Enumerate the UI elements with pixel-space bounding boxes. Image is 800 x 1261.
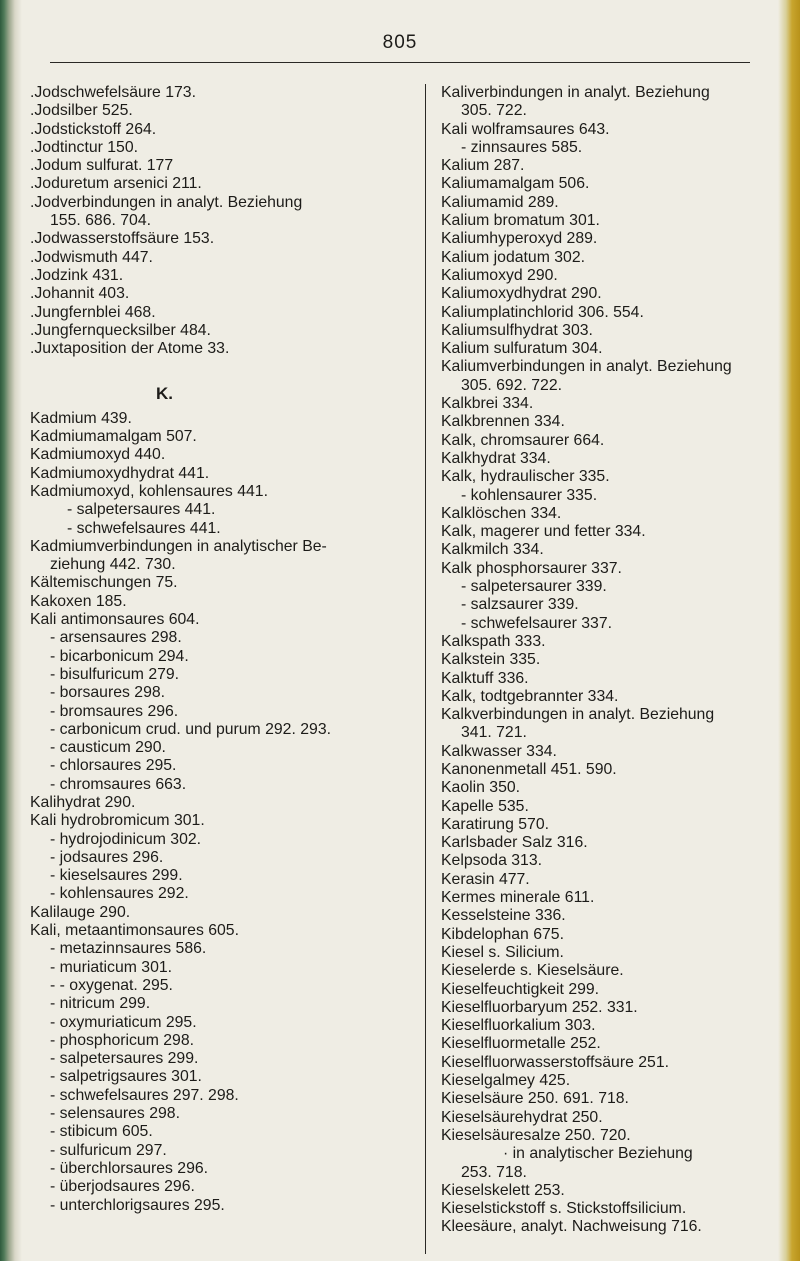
index-entry: Kalk, magerer und fetter 334. — [441, 523, 646, 541]
index-entry: - causticum 290. — [50, 739, 166, 757]
index-entry: .Jodsilber 525. — [30, 102, 133, 120]
index-column-left — [30, 84, 415, 1215]
index-entry: Kanonenmetall 451. 590. — [441, 760, 617, 778]
index-entry: - schwefelsaures 441. — [67, 519, 221, 537]
index-entry: Kapelle 535. — [441, 797, 529, 815]
index-entry: Kiesel s. Silicium. — [441, 943, 564, 961]
index-entry: Kalktuff 336. — [441, 669, 529, 687]
spacer — [30, 358, 415, 376]
index-entry: Kieselfeuchtigkeit 299. — [441, 980, 600, 998]
index-entry: Kadmiumoxyd, kohlensaures 441. — [30, 482, 268, 500]
index-entry: - salpetrigsaures 301. — [50, 1068, 202, 1086]
header-rule — [50, 62, 750, 63]
index-entry: Kaliumplatinchlorid 306. 554. — [441, 303, 644, 321]
index-entry: Kieselfluorkalium 303. — [441, 1017, 596, 1035]
index-entry: .Joduretum arsenici 211. — [30, 175, 202, 193]
index-entry: Kesselsteine 336. — [441, 907, 566, 925]
index-entry: - kieselsaures 299. — [50, 867, 183, 885]
index-entry: - unterchlorigsaures 295. — [50, 1196, 225, 1214]
index-entry: Kalkwasser 334. — [441, 742, 557, 760]
index-entry: - phosphoricum 298. — [50, 1031, 195, 1049]
index-entry: Kalk, chromsaurer 664. — [441, 431, 605, 449]
index-entry: Kieselfluorwasserstoffsäure 251. — [441, 1053, 670, 1071]
index-entry: Kalium 287. — [441, 157, 525, 175]
index-entry: Kadmiumoxydhydrat 441. — [30, 464, 210, 482]
index-entry: Kali hydrobromicum 301. — [30, 812, 205, 830]
index-entry: - nitricum 299. — [50, 995, 151, 1013]
index-entry: Kaliumoxydhydrat 290. — [441, 285, 602, 303]
index-entry: - oxymuriaticum 295. — [50, 1013, 197, 1031]
index-entry: Kaolin 350. — [441, 779, 521, 797]
index-entry: Kadmium 439. — [30, 409, 132, 427]
index-entry: Kalium bromatum 301. — [441, 212, 600, 230]
index-entry: - salzsaurer 339. — [461, 596, 579, 614]
index-entry: Karatirung 570. — [441, 815, 550, 833]
index-entry: Kalkstein 335. — [441, 651, 541, 669]
index-entry: .Jodverbindungen in analyt. Beziehung — [30, 193, 303, 211]
index-entry: Karlsbader Salz 316. — [441, 834, 588, 852]
index-entry: - selensaures 298. — [50, 1105, 180, 1123]
index-entry: - kohlensaurer 335. — [461, 486, 598, 504]
index-entry: .Jungfernquecksilber 484. — [30, 321, 211, 339]
index-entry: - überjodsaures 296. — [50, 1178, 195, 1196]
index-entry: .Jodtinctur 150. — [30, 138, 139, 156]
index-entry: Kalkspath 333. — [441, 632, 546, 650]
index-entry: Kaliumamid 289. — [441, 193, 559, 211]
index-entry: Kieselfluorbaryum 252. 331. — [441, 998, 638, 1016]
index-entry: Kaliumverbindungen in analyt. Beziehung — [441, 358, 732, 376]
index-entry: .Jodstickstoff 264. — [30, 120, 157, 138]
index-entry: - bicarbonicum 294. — [50, 647, 189, 665]
index-entry: Kalihydrat 290. — [30, 793, 136, 811]
index-entry: Kalk, hydraulischer 335. — [441, 468, 610, 486]
index-entry: Kältemischungen 75. — [30, 574, 178, 592]
index-entry: Kelpsoda 313. — [441, 852, 543, 870]
index-entry: - jodsaures 296. — [50, 848, 164, 866]
index-entry: 341. 721. — [461, 724, 527, 742]
index-entry: Kalilauge 290. — [30, 903, 131, 921]
index-entry: - muriaticum 301. — [50, 958, 173, 976]
index-entry: .Jodschwefelsäure 173. — [30, 84, 196, 101]
index-entry: Kieselerde s. Kieselsäure. — [441, 962, 624, 980]
index-entry: 305. 692. 722. — [461, 376, 563, 394]
index-entry: Kaliverbindungen in analyt. Beziehung — [441, 84, 710, 101]
index-entry: Kaliumsulfhydrat 303. — [441, 321, 593, 339]
index-entry: Kaliumamalgam 506. — [441, 175, 590, 193]
index-entry: - sulfuricum 297. — [50, 1141, 167, 1159]
index-entry: Kali, metaantimonsaures 605. — [30, 922, 239, 940]
index-entry: Kieselstickstoff s. Stickstoffsilicium. — [441, 1200, 687, 1218]
index-entry: Kermes minerale 611. — [441, 889, 595, 907]
index-column-right — [441, 84, 781, 1237]
index-entry: - hydrojodinicum 302. — [50, 830, 202, 848]
index-entry: Kadmiumamalgam 507. — [30, 428, 197, 446]
index-entry: Kieselskelett 253. — [441, 1181, 565, 1199]
column-divider — [425, 84, 426, 1254]
index-entry: .Juxtaposition der Atome 33. — [30, 340, 230, 358]
index-entry: Kalkhydrat 334. — [441, 449, 551, 467]
index-entry: 253. 718. — [461, 1163, 527, 1181]
index-entry: Kaliumhyperoxyd 289. — [441, 230, 598, 248]
index-entry: Kalkbrei 334. — [441, 395, 534, 413]
index-entry: Kibdelophan 675. — [441, 925, 564, 943]
index-entry: Kalklöschen 334. — [441, 504, 562, 522]
index-entry: Kali antimonsaures 604. — [30, 611, 200, 629]
index-entry: Kadmiumverbindungen in analytischer Be- — [30, 537, 327, 555]
index-entry: - salpetersaures 299. — [50, 1050, 199, 1068]
index-entry: - metazinnsaures 586. — [50, 940, 207, 958]
index-entry: 305. 722. — [461, 102, 527, 120]
page-edge-right — [778, 0, 800, 1261]
index-entry: .Jodzink 431. — [30, 266, 124, 284]
index-entry: - bromsaures 296. — [50, 702, 179, 720]
index-entry: - stibicum 605. — [50, 1123, 153, 1141]
index-entry: Kieselsäurehydrat 250. — [441, 1108, 603, 1126]
index-entry: Kalkbrennen 334. — [441, 413, 565, 431]
index-entry: - schwefelsaures 297. 298. — [50, 1086, 239, 1104]
index-entry: - chromsaures 663. — [50, 775, 187, 793]
index-entry: - salpetersaurer 339. — [461, 578, 607, 596]
index-entry: - salpetersaures 441. — [67, 501, 216, 519]
index-entry: Kalium sulfuratum 304. — [441, 340, 603, 358]
index-entry: Kalkverbindungen in analyt. Beziehung — [441, 706, 715, 724]
index-entry: ziehung 442. 730. — [50, 556, 176, 574]
index-entry: Kalkmilch 334. — [441, 541, 544, 559]
index-entry: Kieselgalmey 425. — [441, 1072, 571, 1090]
index-entry: .Jodwismuth 447. — [30, 248, 153, 266]
index-entry: .Jungfernblei 468. — [30, 303, 156, 321]
index-entry: Kieselsäure 250. 691. 718. — [441, 1090, 629, 1108]
index-entry: - borsaures 298. — [50, 684, 166, 702]
index-entry: - überchlorsaures 296. — [50, 1159, 209, 1177]
index-entry: - arsensaures 298. — [50, 629, 182, 647]
index-entry: - - oxygenat. 295. — [50, 976, 173, 994]
index-entry: Kakoxen 185. — [30, 592, 127, 610]
index-entry: .Jodum sulfurat. 177 — [30, 157, 174, 175]
index-entry: - bisulfuricum 279. — [50, 665, 180, 683]
index-entry: - carbonicum crud. und purum 292. 293. — [50, 720, 331, 738]
index-entry: - schwefelsaurer 337. — [461, 614, 613, 632]
index-entry: Kleesäure, analyt. Nachweisung 716. — [441, 1218, 702, 1236]
index-entry: Kaliumoxyd 290. — [441, 266, 558, 284]
index-entry: Kerasin 477. — [441, 870, 530, 888]
index-entry: Kieselsäuresalze 250. 720. — [441, 1126, 631, 1144]
index-entry: .Johannit 403. — [30, 285, 130, 303]
index-entry: Kadmiumoxyd 440. — [30, 446, 166, 464]
index-entry: .Jodwasserstoffsäure 153. — [30, 230, 215, 248]
index-entry: 155. 686. 704. — [50, 212, 152, 230]
index-entry: Kali wolframsaures 643. — [441, 120, 610, 138]
index-entry: Kieselfluormetalle 252. — [441, 1035, 601, 1053]
page-edge-left — [0, 0, 22, 1261]
index-entry: · in analytischer Beziehung — [503, 1145, 693, 1163]
index-entry: Kalk phosphorsaurer 337. — [441, 559, 622, 577]
index-entry: - kohlensaures 292. — [50, 885, 189, 903]
page-number: 805 — [382, 32, 418, 53]
index-entry: - chlorsaures 295. — [50, 757, 177, 775]
index-entry: - zinnsaures 585. — [461, 138, 583, 156]
section-heading: K. — [156, 383, 173, 403]
index-entry: Kalium jodatum 302. — [441, 248, 586, 266]
index-entry: Kalk, todtgebrannter 334. — [441, 687, 619, 705]
